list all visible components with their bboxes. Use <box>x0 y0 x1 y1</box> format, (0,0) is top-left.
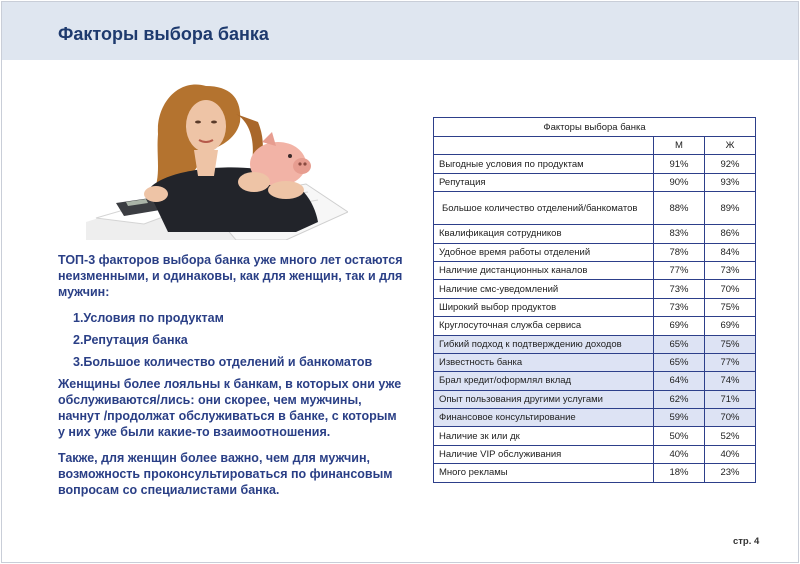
row-f-value: 92% <box>705 155 756 173</box>
table-row <box>434 317 756 335</box>
row-label: Квалификация сотрудников <box>434 225 654 243</box>
row-m-value: 90% <box>654 173 705 191</box>
row-label: Большое количество отделений/банкоматов <box>434 192 654 225</box>
top3-item-1: 1.Условия по продуктам <box>73 311 224 325</box>
row-label: Гибкий подход к подтверждению доходов <box>434 335 654 353</box>
row-f-value: 77% <box>705 353 756 371</box>
table-row <box>434 409 756 427</box>
row-m-value: 64% <box>654 372 705 390</box>
row-label: Широкий выбор продуктов <box>434 298 654 316</box>
table-row <box>434 464 756 482</box>
page-number: стр. 4 <box>733 536 760 547</box>
page-title: Факторы выбора банка <box>58 24 269 44</box>
row-m-value: 65% <box>654 353 705 371</box>
row-label: Удобное время работы отделений <box>434 243 654 261</box>
table-header-row <box>434 137 756 155</box>
woman-with-piggy-bank-photo <box>86 72 348 240</box>
row-label: Опыт пользования другими услугами <box>434 390 654 408</box>
consulting-paragraph: Также, для женщин более важно, чем для мужчин, возможность проконсультироваться по финансовым вопросам со специалистами банка. <box>58 451 393 497</box>
row-label: Наличие VIP обслуживания <box>434 445 654 463</box>
row-f-value: 75% <box>705 298 756 316</box>
table-row <box>434 298 756 316</box>
table-row <box>434 155 756 173</box>
table-row <box>434 390 756 408</box>
row-f-value: 75% <box>705 335 756 353</box>
loyalty-paragraph: Женщины более лояльны к банкам, в которых они уже обслуживаются/лись: они скорее, чем мужчины, начнут /продолжат обслуживаться в банке, с которым у них уже были какие-то взаимоотношения. <box>58 377 402 439</box>
row-label: Репутация <box>434 173 654 191</box>
table-row <box>434 261 756 279</box>
row-m-value: 73% <box>654 298 705 316</box>
table-title-row <box>434 118 756 137</box>
row-label: Известность банка <box>434 353 654 371</box>
row-label: Брал кредит/оформлял вклад <box>434 372 654 390</box>
row-f-value: 71% <box>705 390 756 408</box>
table-title: Факторы выбора банка <box>434 118 756 137</box>
row-label: Наличие смс-уведомлений <box>434 280 654 298</box>
row-m-value: 18% <box>654 464 705 482</box>
top3-item-2: 2.Репутация банка <box>73 333 188 347</box>
table-row <box>434 280 756 298</box>
row-f-value: 52% <box>705 427 756 445</box>
row-m-value: 62% <box>654 390 705 408</box>
row-m-value: 40% <box>654 445 705 463</box>
row-m-value: 78% <box>654 243 705 261</box>
row-f-value: 70% <box>705 280 756 298</box>
table-row <box>434 173 756 191</box>
row-m-value: 50% <box>654 427 705 445</box>
row-m-value: 59% <box>654 409 705 427</box>
row-f-value: 40% <box>705 445 756 463</box>
row-f-value: 84% <box>705 243 756 261</box>
table-row <box>434 335 756 353</box>
factors-table <box>433 117 756 483</box>
table-row <box>434 243 756 261</box>
row-m-value: 88% <box>654 192 705 225</box>
row-label: Наличие дистанционных каналов <box>434 261 654 279</box>
row-f-value: 70% <box>705 409 756 427</box>
row-m-value: 69% <box>654 317 705 335</box>
row-label: Много рекламы <box>434 464 654 482</box>
row-f-value: 23% <box>705 464 756 482</box>
table-row <box>434 372 756 390</box>
row-m-value: 73% <box>654 280 705 298</box>
row-label: Наличие зк или дк <box>434 427 654 445</box>
row-f-value: 93% <box>705 173 756 191</box>
row-m-value: 77% <box>654 261 705 279</box>
table-header-m: М <box>654 137 705 155</box>
intro-paragraph: ТОП-3 факторов выбора банка уже много лет остаются неизменными, и одинаковы, как для женщин, так и для мужчин: <box>58 253 403 299</box>
table-row <box>434 427 756 445</box>
row-f-value: 74% <box>705 372 756 390</box>
row-f-value: 86% <box>705 225 756 243</box>
summary-text <box>58 252 403 498</box>
table-header-f: Ж <box>705 137 756 155</box>
row-f-value: 69% <box>705 317 756 335</box>
table-row <box>434 353 756 371</box>
row-f-value: 73% <box>705 261 756 279</box>
row-f-value: 89% <box>705 192 756 225</box>
row-label: Круглосуточная служба сервиса <box>434 317 654 335</box>
row-m-value: 83% <box>654 225 705 243</box>
table-row <box>434 445 756 463</box>
row-label: Финансовое консультирование <box>434 409 654 427</box>
top3-item-3: 3.Большое количество отделений и банкоматов <box>73 355 373 369</box>
table-row <box>434 225 756 243</box>
row-m-value: 65% <box>654 335 705 353</box>
row-label: Выгодные условия по продуктам <box>434 155 654 173</box>
table-header-empty <box>434 137 654 155</box>
table-row <box>434 192 756 225</box>
row-m-value: 91% <box>654 155 705 173</box>
